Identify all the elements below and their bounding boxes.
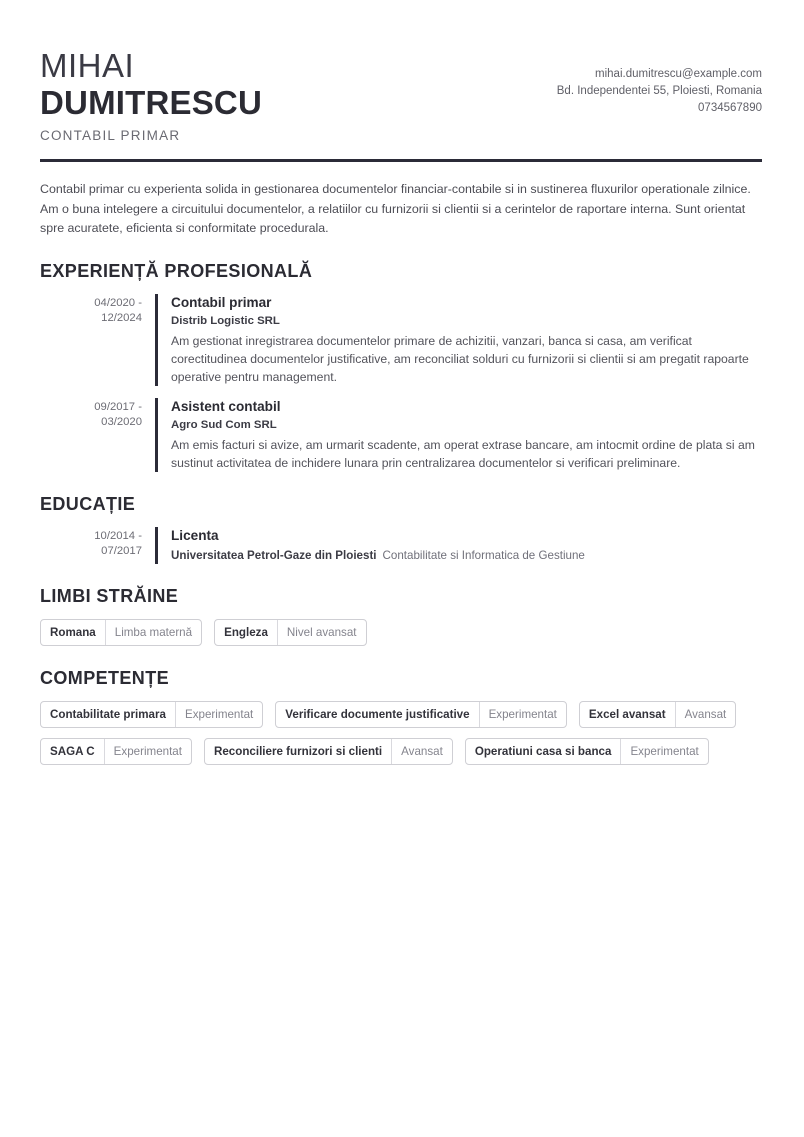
skill-name: SAGA C [50,744,95,758]
section-title-languages: LIMBI STRĂINE [40,585,179,606]
date-end: 03/2020 [101,415,142,428]
experience-description: Am emis facturi si avize, am urmarit scadente, am operat extrase bancare, am intocmit ordine de plata si am sustinut activitatea de inchidere lunara prin centralizarea documentelor si verificari preliminare. [171,437,755,470]
section-title-experience: EXPERIENȚĂ PROFESIONALĂ [40,260,313,281]
education-detail-line [171,547,762,564]
date-end: 07/2017 [101,544,142,557]
last-name: DUMITRESCU [40,84,262,121]
skill-level: Experimentat [620,739,707,764]
experience-role: Asistent contabil [171,398,281,414]
experience-dates [40,398,155,472]
contact-phone: 0734567890 [698,102,762,114]
section-skills [40,668,762,765]
experience-description: Am gestionat inregistrarea documentelor primare de achizitii, vanzari, banca si casa, am verificat corectitudinea documentelor justificative, am reconciliat solduri cu furnizorii si clientii si am pregatit rapoarte operative pentru management. [171,333,749,384]
language-level: Limba maternă [105,620,201,645]
skill-name: Excel avansat [588,707,666,721]
education-field: Contabilitate si Informatica de Gestiune [382,548,585,562]
education-institution: Universitatea Petrol-Gaze din Ploiesti [171,548,377,562]
skill-pill [579,701,736,728]
experience-entry [40,294,762,386]
experience-role: Contabil primar [171,294,272,310]
skill-name: Reconciliere furnizori si clienti [213,744,383,758]
language-name: Engleza [224,625,268,639]
identity-block [40,44,262,143]
skill-pill [275,701,567,728]
section-education [40,494,762,564]
experience-body [158,398,762,472]
education-degree: Licenta [171,527,219,543]
skill-name: Contabilitate primara [50,707,166,721]
date-end: 12/2024 [101,311,142,324]
contact-block [557,44,762,117]
languages-list [40,619,762,646]
contact-email: mihai.dumitrescu@example.com [595,68,762,80]
professional-summary: Contabil primar cu experienta solida in gestionarea documentelor financiar-contabile si in sustinerea fluxurilor operationale zilnice. Am o buna intelegere a circuitului documentelor, a relatiilor cu furnizorii si clientii si a cerintelor de raportare interna. Sunt orientat spre acuratete, eficienta si conformitate procedurala. [40,182,751,235]
skill-name: Operatiuni casa si banca [474,744,612,758]
experience-entry [40,398,762,472]
resume-header [40,44,762,143]
skill-pill [40,738,192,765]
job-title: CONTABIL PRIMAR [40,128,181,143]
experience-organization: Agro Sud Com SRL [171,418,277,431]
skill-level: Avansat [675,702,736,727]
experience-body [158,294,762,386]
education-dates [40,527,155,564]
skill-pill [465,738,709,765]
skill-pill [204,738,453,765]
skill-name: Verificare documente justificative [285,707,470,721]
experience-dates [40,294,155,386]
experience-organization: Distrib Logistic SRL [171,314,280,327]
language-pill [214,619,366,646]
skill-level: Experimentat [104,739,191,764]
skills-list [40,701,762,765]
date-start: 10/2014 - [94,529,142,542]
skill-pill [40,701,263,728]
first-name: MIHAI [40,47,135,84]
education-body [158,527,762,564]
skill-level: Avansat [391,739,452,764]
language-pill [40,619,202,646]
date-start: 04/2020 - [94,296,142,309]
skill-level: Experimentat [175,702,262,727]
skill-level: Experimentat [479,702,566,727]
language-name: Romana [50,625,96,639]
section-title-skills: COMPETENȚE [40,667,170,688]
header-divider [40,159,762,162]
section-languages [40,586,762,646]
date-start: 09/2017 - [94,400,142,413]
section-title-education: EDUCAȚIE [40,493,136,514]
section-experience [40,261,762,472]
contact-address: Bd. Independentei 55, Ploiesti, Romania [556,85,762,97]
language-level: Nivel avansat [277,620,366,645]
education-entry [40,527,762,564]
